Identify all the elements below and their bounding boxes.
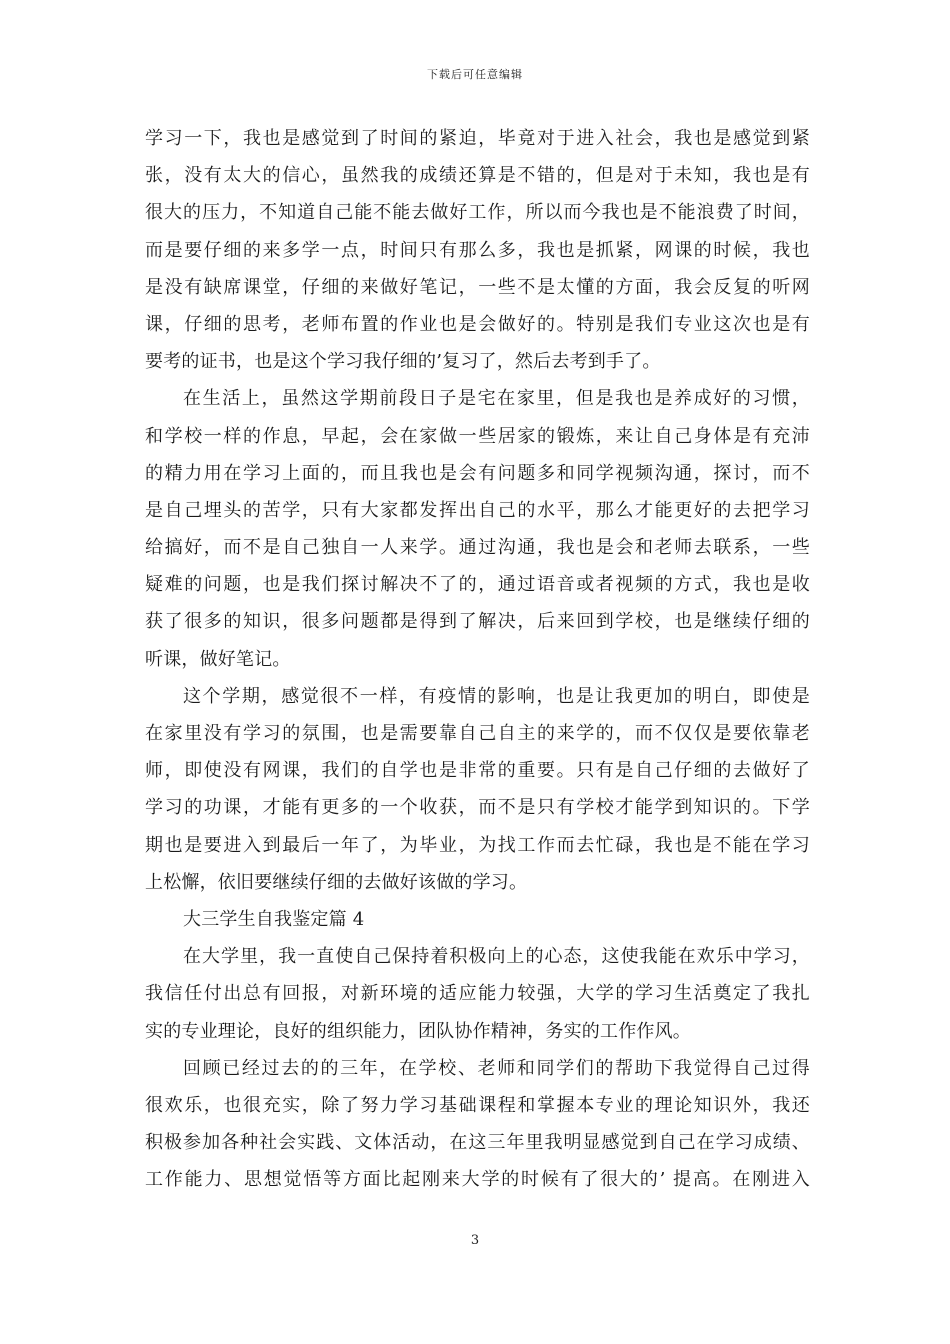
body-line: 在家里没有学习的氛围，也是需要靠自己自主的来学的，而不仅仅是要依靠老 bbox=[145, 723, 810, 744]
body-line: 学习一下，我也是感觉到了时间的紧迫，毕竟对于进入社会，我也是感觉到紧 bbox=[145, 128, 810, 149]
body-line: 是没有缺席课堂，仔细的来做好笔记，一些不是太懂的方面，我会反复的听网 bbox=[145, 276, 810, 298]
body-line: 很大的压力，不知道自己能不能去做好工作，所以而今我也是不能浪费了时间， bbox=[145, 202, 810, 224]
body-line: 和学校一样的作息，早起，会在家做一些居家的锻炼，来让自己身体是有充沛 bbox=[145, 425, 810, 447]
body-line: 积极参加各种社会实践、文体活动，在这三年里我明显感觉到自己在学习成绩、 bbox=[145, 1132, 810, 1154]
body-line: 疑难的问题，也是我们探讨解决不了的，通过语音或者视频的方式，我也是收 bbox=[145, 574, 810, 596]
body-line: 获了很多的知识，很多问题都是得到了解决，后来回到学校，也是继续仔细的 bbox=[145, 611, 810, 633]
body-line: 给搞好，而不是自己独自一人来学。通过沟通，我也是会和老师去联系，一些 bbox=[145, 537, 810, 559]
document-body bbox=[145, 120, 810, 1198]
body-line: 学习的功课，才能有更多的一个收获，而不是只有学校才能学到知识的。下学 bbox=[145, 797, 810, 819]
header-note: 下载后可任意编辑 bbox=[427, 68, 523, 81]
body-line: 听课，做好笔记。 bbox=[145, 648, 291, 670]
paragraph-first-line: 在生活上，虽然这学期前段日子是宅在家里，但是我也是养成好的习惯， bbox=[183, 388, 810, 410]
paragraph-first-line: 这个学期，感觉很不一样，有疫情的影响，也是让我更加的明白，即使是 bbox=[183, 685, 810, 707]
body-line: 的精力用在学习上面的，而且我也是会有问题多和同学视频沟通，探讨，而不 bbox=[145, 462, 810, 484]
body-line: 我信任付出总有回报，对新环境的适应能力较强，大学的学习生活奠定了我扎 bbox=[145, 983, 810, 1005]
paragraph-first-line: 回顾已经过去的的三年，在学校、老师和同学们的帮助下我觉得自己过得 bbox=[183, 1057, 810, 1079]
body-line: 师，即使没有网课，我们的自学也是非常的重要。只有是自己仔细的去做好了 bbox=[145, 760, 810, 782]
body-line: 实的专业理论，良好的组织能力，团队协作精神，务实的工作作风。 bbox=[145, 1020, 691, 1042]
body-line: 是自己埋头的苦学，只有大家都发挥出自己的水平，那么才能更好的去把学习 bbox=[145, 499, 810, 521]
body-line: 很欢乐，也很充实，除了努力学习基础课程和掌握本专业的理论知识外，我还 bbox=[145, 1094, 810, 1116]
page-number: 3 bbox=[470, 1233, 480, 1248]
paragraph-first-line: 在大学里，我一直使自己保持着积极向上的心态，这使我能在欢乐中学习， bbox=[183, 946, 810, 968]
body-line: 而是要仔细的来多学一点，时间只有那么多，我也是抓紧，网课的时候，我也 bbox=[145, 239, 810, 261]
body-line: 期也是要进入到最后一年了，为毕业，为找工作而去忙碌，我也是不能在学习 bbox=[145, 834, 810, 856]
body-line: 工作能力、思想觉悟等方面比起刚来大学的时候有了很大的’ 提高。在刚进入 bbox=[145, 1169, 810, 1191]
body-line: 课，仔细的思考，老师布置的作业也是会做好的。特别是我们专业这次也是有 bbox=[145, 313, 810, 335]
section-heading: 大三学生自我鉴定篇 4 bbox=[183, 908, 365, 930]
body-line: 张，没有太大的信心，虽然我的成绩还算是不错的，但是对于未知，我也是有 bbox=[145, 165, 810, 187]
body-line: 要考的证书，也是这个学习我仔细的’复习了，然后去考到手了。 bbox=[145, 351, 661, 373]
body-line: 上松懈，依旧要继续仔细的去做好该做的学习。 bbox=[145, 871, 528, 893]
